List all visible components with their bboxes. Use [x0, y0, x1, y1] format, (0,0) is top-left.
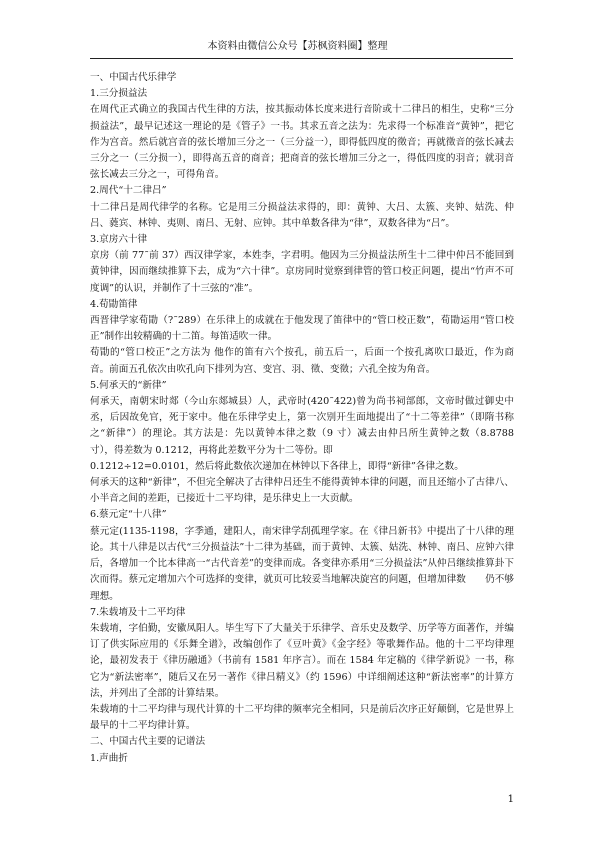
section-heading: 7.朱载堉及十二平均律 — [90, 606, 186, 618]
body-paragraph: 十二律吕是周代律学的名称。它是用三分损益法求得的，即：黄钟、大吕、太簇、夹钟、姑洗、仲吕、蕤宾、林钟、夷则、南吕、无射、应钟。其中单数各律为“律”，双数各律为“吕”。 — [90, 201, 514, 229]
document-body — [90, 70, 514, 767]
section-heading: 4.荀勖笛律 — [90, 298, 138, 310]
body-paragraph: 何承天的这种“新律”，不但完全解决了古律仲吕还生不能得黄钟本律的问题，而且还缩小了古律八、小半音之间的差距，已接近十二平均律，是乐律史上一大贡献。 — [90, 477, 514, 505]
page-number: 1 — [507, 794, 514, 805]
section-heading: 二、中国古代主要的记谱法 — [90, 736, 206, 748]
section-heading: 3.京房六十律 — [90, 234, 148, 246]
body-paragraph: 蔡元定(1135-1198，字季通，建阳人，南宋律学刮孤理学家。在《律吕新书》中提出了十八律的理论。其十八律是以古代“三分损益法”十二律为基础，而于黄钟、太簇、姑洗、林钟、南吕、应钟六律后，各增加一个比本律高一“古代音差”的变律而成。各变律亦系用“三分损益法”从仲吕继续推算卦下次而得。蔡元定增加六个可选择的变律，就页可比较妥当地解决旋宫的问题，但增加律数 仍不够理想。 — [90, 525, 514, 602]
body-paragraph: 何承天，南朝宋时郯（今山东郯城县）人，武帝时(420˜422)曾为尚书祠部郎，文帝时做过御史中丞，后因故免官，死于家中。他在乐律学史上，第一次别开生面地提出了“十二等差律”（即隋书称之“新律”）的理论。其方法是：先以黄钟本律之数（9 寸）减去由仲吕所生黄钟之数（8.8788 寸），得差数为 0.1212，再将此差数平分为十二等份。即 — [90, 396, 514, 456]
body-paragraph: 朱载堉的十二平均律与现代计算的十二平均律的频率完全相同，只是前后次序正好颠倒，它是世界上最早的十二平均律计算。 — [90, 703, 514, 732]
body-paragraph: 荀勖的“管口校正”之方法为 他作的笛有六个按孔，前五后一，后面一个按孔离吹口最近，作为商音。前面五孔依次由吹孔向下排列为宫、变宫、羽、徵、变徵；六孔全按为角音。 — [90, 347, 514, 375]
section-heading: 1.三分损益法 — [90, 88, 148, 100]
body-paragraph: 朱载堉，字伯勤，安徽凤阳人。毕生写下了大量关于乐律学、音乐史及数学、历学等方面著作，并编订了供实际应用的《乐舞全谱》，改编创作了《豆叶黄》《金字经》等歌舞作品。他的十二平均律理论，最初发表于《律历融通》（书前有 1581 年序言）。而在 1584 年定稿的《律学新说》一书，称它为“新法密率”，随后又在另一著作《律吕精义》（约 1596）中详细阐述这种“新法密率”的计算方法，并列出了全部的计算结果。 — [90, 622, 514, 699]
section-heading: 5.何承天的“新律” — [90, 379, 167, 391]
body-paragraph: 西晋律学家荀勖（?˜289）在乐律上的成就在于他发现了笛律中的“管口校正数”，荀勖运用“管口校正”制作出较精确的十二笛。每笛适吹一律。 — [90, 315, 514, 343]
section-heading: 1.声曲折 — [90, 752, 128, 764]
section-heading: 一、中国古代乐律学 — [90, 72, 177, 83]
page-header: 本资料由微信公众号【苏枫资料圈】整理 — [207, 41, 388, 52]
header-divider — [90, 58, 513, 59]
body-paragraph: 在周代正式确立的我国古代生律的方法，按其振动体长度来进行音阶或十二律吕的相生，史称“三分损益法”，最早记述这一理论的是《管子》一书。其求五音之法为：先求得一个标准音“黄钟”，把它作为宫音。然后就宫音的弦长增加三分之一（三分益一），即得低四度的徵音；再就徵音的弦长减去三分之一（三分损一），即得高五音的商音；把商音的弦长增加三分之一，得低四度的羽音；就羽音弦长减去三分之一，可得角音。 — [90, 104, 514, 181]
section-heading: 6.蔡元定“十八律” — [90, 509, 167, 521]
section-heading: 2.周代“十二律吕” — [90, 185, 167, 197]
body-paragraph: 0.1212÷12=0.0101，然后将此数依次递加在林钟以下各律上，即得“新律”各律之数。 — [90, 460, 464, 472]
body-paragraph: 京房（前 77˜前 37）西汉律学家，本姓李，字君明。他因为三分损益法所生十二律中仲吕不能回到黄钟律，因而继续推算下去，成为“六十律”。京房同时觉察到律管的管口校正问题，提出“竹声不可度调”的认识，并制作了十三弦的“准”。 — [90, 250, 514, 294]
